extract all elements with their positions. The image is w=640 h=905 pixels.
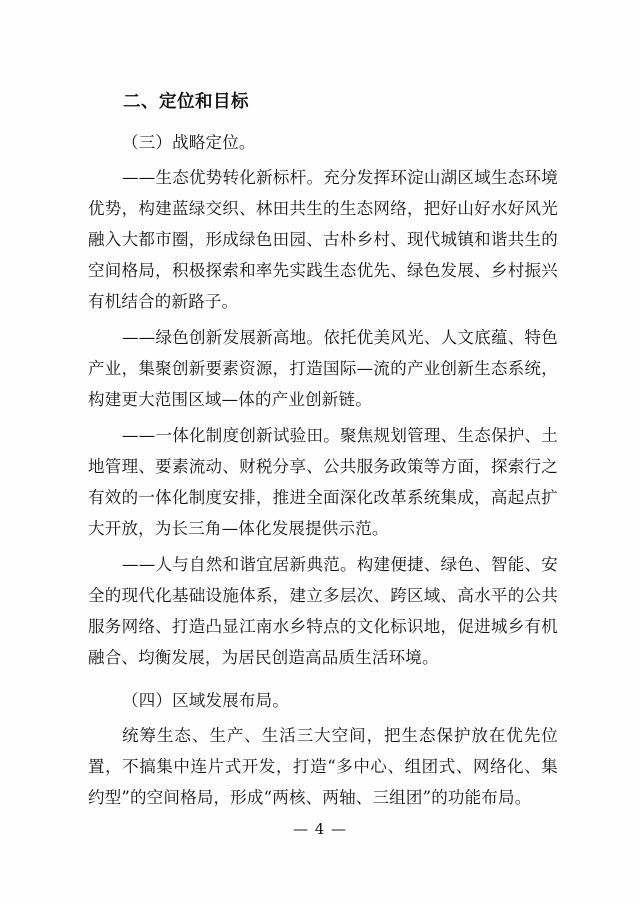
paragraph-spacer <box>88 678 558 685</box>
paragraph: ——生态优势转化新标杆。充分发挥环淀山湖区域生态环境优势，构建蓝绿交织、林田共生的生态网络，把好山好水好风光融入大都市圈，形成绿色田园、古朴乡村、现代城镇和谐共生的空间格局，积极探索和率先实践生态优先、绿色发展、乡村振兴有机结合的新路子。 <box>88 168 558 311</box>
subsection-title-3: （三）战略定位。 <box>122 133 256 152</box>
subsection-title-4: （四）区域发展布局。 <box>122 691 289 710</box>
page-content <box>88 88 558 818</box>
paragraph: 统筹生态、生产、生活三大空间，把生态保护放在优先位置，不搞集中连片式开发，打造“多中心、组团式、网络化、集约型”的空间格局，形成“两核、两轴、三组团”的功能布局。 <box>88 726 558 807</box>
paragraph: ——绿色创新发展新高地。依托优美风光、人文底蕴、特色产业，集聚创新要素资源，打造国际—流的产业创新生态系统，构建更大范围区域—体的产业创新链。 <box>88 328 558 409</box>
paragraph: ——一体化制度创新试验田。聚焦规划管理、生态保护、土地管理、要素流动、财税分享、公共服务政策等方面，探索行之有效的一体化制度安排，推进全面深化改革系统集成，高起点扩大开放，为长三角—体化发展提供示范。 <box>88 426 558 538</box>
section-heading: 二、定位和目标 <box>123 92 249 112</box>
paragraph: ——人与自然和谐宜居新典范。构建便捷、绿色、智能、安全的现代化基础设施体系，建立多层次、跨区域、高水平的公共服务网络、打造凸显江南水乡特点的文化标识地，促进城乡有机融合、均衡发展，为居民创造高品质生活环境。 <box>88 555 558 667</box>
page-number: — 4 — <box>292 820 348 838</box>
